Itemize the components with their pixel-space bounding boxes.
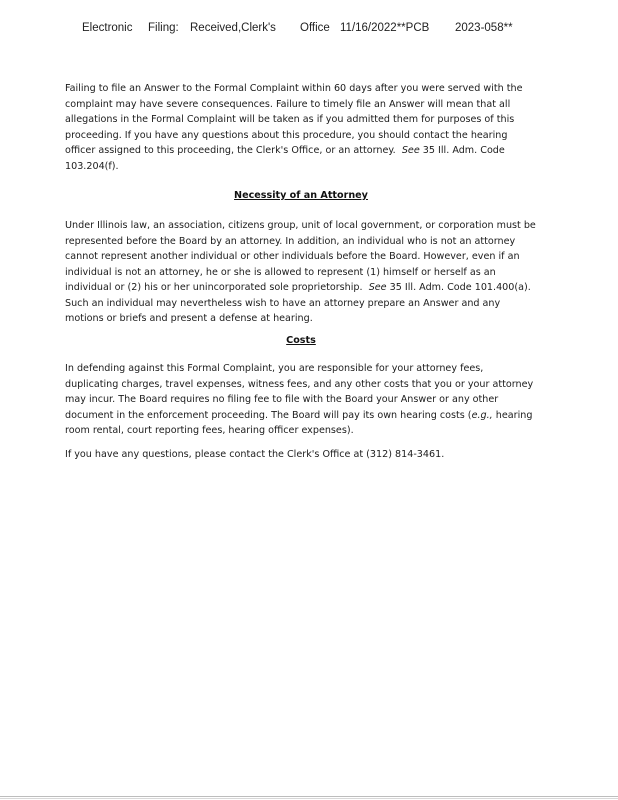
scan-bottom-edge <box>0 796 618 797</box>
attorney-paragraph <box>65 218 537 327</box>
stamp-word-electronic: Electronic <box>82 22 133 34</box>
stamp-docket-number: 2023-058** <box>455 22 513 34</box>
attorney-text-continued: 35 Ill. Adm. Code 101.400(a). Such an individual may nevertheless wish to have an attorney prepare an Answer and any motions or briefs and present a defense at hearing. <box>65 282 531 324</box>
see-signal-2: See <box>368 282 387 293</box>
eg-abbreviation: e.g., <box>471 409 493 421</box>
electronic-filing-stamp <box>0 22 618 36</box>
costs-text: In defending against this Formal Complaint, you are responsible for your attorney fees, duplicating charges, travel expenses, witness fees, and any other costs that you or your attorney may incur. The Board requires no filing fee to file with the Board your Answer or any other document in the enforcement proceeding. The Board will pay its own hearing costs ( <box>65 363 534 421</box>
costs-text-continued: hearing room rental, court reporting fees, hearing officer expenses). <box>65 409 533 436</box>
stamp-word-received-clerks: Received,Clerk's <box>190 22 276 34</box>
see-signal: See <box>401 145 420 156</box>
stamp-date: 11/16/2022**PCB <box>340 22 430 34</box>
contact-paragraph: If you have any questions, please contact the Clerk's Office at (312) 814-3461. <box>65 449 445 460</box>
costs-paragraph <box>65 361 537 439</box>
scan-bottom-edge-shadow <box>0 798 618 799</box>
citation-103-204: 35 Ill. Adm. Code 103.204(f). <box>65 145 505 172</box>
stamp-word-office: Office <box>300 22 330 34</box>
answer-deadline-text: Failing to file an Answer to the Formal Complaint within 60 days after you were served with the complaint may have severe consequences. Failure to timely file an Answer will mean that all allegations in the Formal Complaint will be taken as if you admitted them for purposes of this proceeding. If you have any questions about this procedure, you should contact the hearing officer assigned to this proceeding, the Clerk's Office, or an attorney. <box>65 83 523 156</box>
answer-deadline-paragraph <box>65 81 537 174</box>
stamp-word-filing: Filing: <box>148 22 179 34</box>
heading-costs: Costs <box>286 335 316 346</box>
heading-necessity-of-attorney: Necessity of an Attorney <box>234 190 368 201</box>
attorney-text: Under Illinois law, an association, citizens group, unit of local government, or corporation must be represented before the Board by an attorney. In addition, an individual who is not an attorney cannot represent another individual or other individuals before the Board. However, even if an individual is not an attorney, he or she is allowed to represent (1) himself or herself as an individual or (2) his or her unincorporated sole proprietorship. <box>65 220 536 293</box>
